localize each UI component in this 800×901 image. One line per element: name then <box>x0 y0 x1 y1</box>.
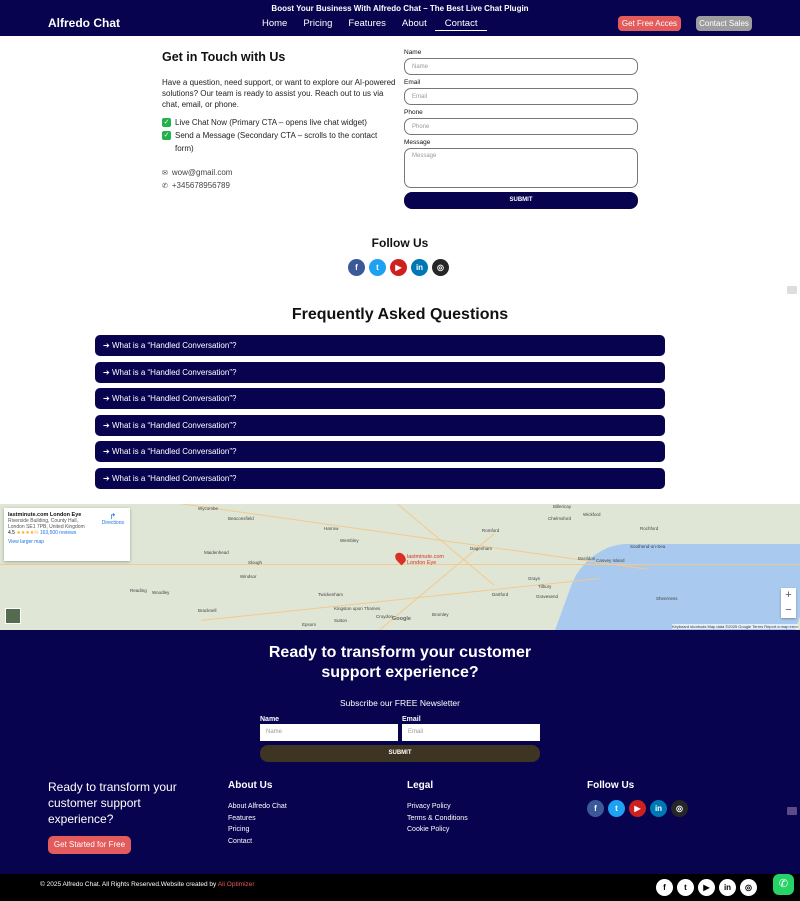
footer-link-terms[interactable]: Terms & Conditions <box>407 814 468 822</box>
place-address: Riverside Building, County Hall, London SE1 7PB, United Kingdom <box>8 518 85 530</box>
map-place-card <box>4 508 130 561</box>
main-nav <box>254 18 487 31</box>
map-town: Wycombe <box>198 506 218 511</box>
map-town: Reading <box>130 588 147 593</box>
map-town: Bracknell <box>198 608 217 613</box>
faq-list <box>95 335 665 494</box>
site-footer <box>0 630 800 874</box>
faq-item[interactable]: ➔ What is a “Handled Conversation”? <box>95 362 665 383</box>
nav-features[interactable]: Features <box>348 18 386 29</box>
map-zoom-control[interactable] <box>781 588 796 618</box>
nav-about[interactable]: About <box>401 18 427 29</box>
faq-item[interactable]: ➔ What is a “Handled Conversation”? <box>95 388 665 409</box>
twitter-icon[interactable]: t <box>608 800 625 817</box>
map-town: Basildon <box>578 556 596 561</box>
map-attribution: Keyboard shortcuts Map data ©2025 Google Terms Report a map error <box>671 624 798 629</box>
legal-title: Legal <box>407 780 434 791</box>
map-town: Twickenham <box>318 592 344 597</box>
follow-us-title: Follow Us <box>371 236 429 250</box>
map-town: Billericay <box>553 504 572 509</box>
map-layer-thumbnail[interactable] <box>5 608 21 624</box>
mail-icon: ✉ <box>162 169 168 177</box>
copyright-bar <box>0 874 800 901</box>
zoom-in-button[interactable]: + <box>785 589 792 601</box>
google-logo: Google <box>392 616 411 622</box>
contact-description: Have a question, need support, or want to explore our AI-powered solutions? Our team is ready to assist you. Reach out to us via chat, email, or phone. <box>162 78 396 109</box>
zoom-out-button[interactable]: − <box>785 604 792 616</box>
footer-link-cookie[interactable]: Cookie Policy <box>407 826 450 834</box>
map-town: Sheerness <box>656 596 678 601</box>
faq-item[interactable]: ➔ What is a “Handled Conversation”? <box>95 415 665 436</box>
footer-cta-heading: Ready to transform your customer support experience? <box>268 644 532 681</box>
newsletter-name-input[interactable]: Name <box>260 724 398 741</box>
footer-link-contact[interactable]: Contact <box>228 838 253 846</box>
map-town: Beaconsfield <box>228 516 254 521</box>
bottom-social-links <box>656 879 757 896</box>
check-icon: ✓ <box>163 132 170 139</box>
map-town: Windsor <box>240 574 257 579</box>
footer-link-about[interactable]: About Alfredo Chat <box>228 803 287 810</box>
map-town: Grays <box>528 576 541 581</box>
contact-info <box>162 50 398 190</box>
email-field[interactable]: Email <box>404 88 638 105</box>
copyright-text: © 2025 Alfredo Chat. All Rights Reserved.Website created by Ali Optimizer <box>40 881 255 888</box>
map-town: Tilbury <box>538 584 552 589</box>
contact-sales-button[interactable]: Contact Sales <box>696 16 752 31</box>
faq-title: Frequently Asked Questions <box>291 306 509 323</box>
map-town: Woodley <box>152 590 170 595</box>
footer-follow-column <box>587 780 634 801</box>
whatsapp-icon[interactable]: ✆ <box>773 874 794 895</box>
nav-contact[interactable]: Contact <box>435 18 488 31</box>
facebook-icon[interactable]: f <box>656 879 673 896</box>
youtube-icon[interactable]: ▶ <box>629 800 646 817</box>
map-town: Dartford <box>492 592 509 597</box>
footer-link-privacy[interactable]: Privacy Policy <box>407 803 451 810</box>
map-town: Kingston upon Thames <box>334 606 381 611</box>
faq-item[interactable]: ➔ What is a “Handled Conversation”? <box>95 468 665 489</box>
map-town: Epsom <box>302 622 317 627</box>
instagram-icon[interactable]: ◎ <box>740 879 757 896</box>
live-chat-option[interactable] <box>162 116 398 129</box>
faq-item[interactable]: ➔ What is a “Handled Conversation”? <box>95 441 665 462</box>
email-text: wow@gmail.com <box>171 168 233 177</box>
map-town: Wickford <box>583 512 601 517</box>
site-header <box>0 0 800 36</box>
facebook-icon[interactable]: f <box>348 259 365 276</box>
instagram-icon[interactable]: ◎ <box>432 259 449 276</box>
live-chat-label: Live Chat Now (Primary CTA – opens live chat widget) <box>175 118 367 127</box>
linkedin-icon[interactable]: in <box>719 879 736 896</box>
contact-phone[interactable] <box>162 181 398 190</box>
footer-about-column <box>228 780 287 848</box>
reviews-link[interactable]: 163,500 reviews <box>39 530 77 536</box>
linkedin-icon[interactable]: in <box>411 259 428 276</box>
facebook-icon[interactable]: f <box>587 800 604 817</box>
brand-logo[interactable]: Alfredo Chat <box>48 16 120 30</box>
view-larger-map-link[interactable]: View larger map <box>8 539 45 545</box>
footer-link-features[interactable]: Features <box>228 814 256 822</box>
contact-email[interactable] <box>162 168 398 177</box>
star-rating-icon: ★★★★½ <box>16 530 39 536</box>
contact-title: Get in Touch with Us <box>162 50 286 64</box>
newsletter-email-label: Email <box>402 716 421 723</box>
map-town: Chelmsford <box>548 516 572 521</box>
newsletter-submit-button[interactable]: SUBMIT <box>260 745 540 762</box>
footer-link-pricing[interactable]: Pricing <box>228 826 250 834</box>
name-field[interactable]: Name <box>404 58 638 75</box>
nav-pricing[interactable]: Pricing <box>303 18 333 29</box>
directions-button[interactable]: ↱ Directions <box>101 512 124 526</box>
contact-form <box>404 49 638 209</box>
newsletter-email-input[interactable]: Email <box>402 724 540 741</box>
linkedin-icon[interactable]: in <box>650 800 667 817</box>
footer-legal-column <box>407 780 468 836</box>
embedded-map[interactable] <box>0 504 800 630</box>
twitter-icon[interactable]: t <box>369 259 386 276</box>
announcement-bar: Boost Your Business With Alfredo Chat – The Best Live Chat Plugin <box>271 4 529 13</box>
side-widget-icon[interactable] <box>787 286 797 294</box>
directions-icon: ↱ <box>109 512 117 521</box>
footer-social-links <box>587 800 688 817</box>
message-field[interactable]: Message <box>404 148 638 188</box>
instagram-icon[interactable]: ◎ <box>671 800 688 817</box>
map-town: Sutton <box>334 618 348 623</box>
get-free-access-button[interactable]: Get Free Acces <box>618 16 681 31</box>
map-town: Rochford <box>640 526 659 531</box>
check-icon: ✓ <box>163 119 170 126</box>
nav-home[interactable]: Home <box>262 18 288 29</box>
submit-button[interactable]: SUBMIT <box>404 192 638 209</box>
map-town: Southend-on-Sea <box>630 544 666 549</box>
get-started-button[interactable]: Get Started for Free <box>48 836 131 854</box>
map-town: Harrow <box>324 526 339 531</box>
email-label: Email <box>404 79 421 86</box>
map-town: Dagenham <box>470 546 493 551</box>
phone-text: +345678956789 <box>171 181 230 190</box>
footer-follow-title: Follow Us <box>587 780 635 791</box>
footer-left-cta: Ready to transform your customer support experience? <box>48 780 177 826</box>
youtube-icon[interactable]: ▶ <box>698 879 715 896</box>
map-town: Croydon <box>376 614 394 619</box>
send-message-label: Send a Message (Secondary CTA – scrolls to the contact form) <box>175 131 378 153</box>
faq-item[interactable]: ➔ What is a “Handled Conversation”? <box>95 335 665 356</box>
twitter-icon[interactable]: t <box>677 879 694 896</box>
newsletter-title: Subscribe our FREE Newsletter <box>340 698 460 708</box>
send-message-option[interactable] <box>162 129 398 155</box>
phone-icon: ✆ <box>162 182 168 190</box>
about-title: About Us <box>228 780 273 791</box>
side-widget-icon[interactable] <box>787 807 797 815</box>
newsletter-name-label: Name <box>260 716 280 723</box>
map-town: Bromley <box>432 612 449 617</box>
social-links <box>348 259 449 276</box>
youtube-icon[interactable]: ▶ <box>390 259 407 276</box>
map-pin-label: lastminute.com London Eye <box>407 554 444 566</box>
map-town: Wembley <box>340 538 359 543</box>
place-name: lastminute.com London Eye <box>8 512 82 518</box>
map-town: Gravesend <box>536 594 559 599</box>
phone-label: Phone <box>404 109 423 116</box>
map-town: Canvey Island <box>596 558 625 563</box>
map-town: Romford <box>482 528 500 533</box>
place-rating: 4.5 ★★★★½ 163,500 reviews <box>8 530 77 536</box>
message-label: Message <box>404 139 431 146</box>
name-label: Name <box>404 49 422 56</box>
map-town: Maidenhead <box>204 550 229 555</box>
map-town: Slough <box>248 560 263 565</box>
phone-field[interactable]: Phone <box>404 118 638 135</box>
creator-link[interactable]: Ali Optimizer <box>217 881 255 888</box>
